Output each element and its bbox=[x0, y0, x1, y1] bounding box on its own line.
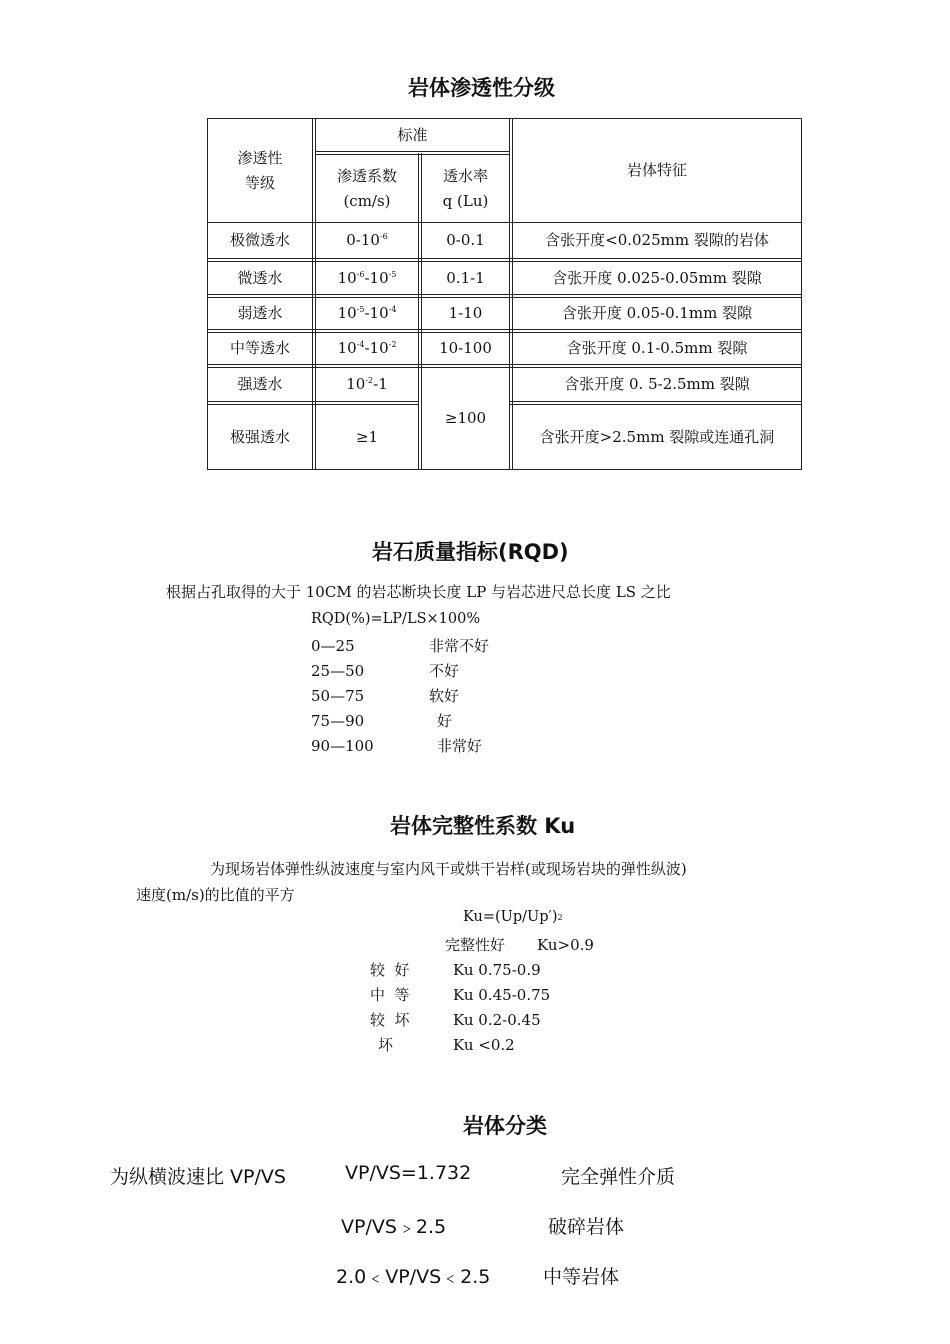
classification-title: 岩体分类 bbox=[463, 1114, 547, 1138]
rqd-row: 90—100 非常好 bbox=[311, 737, 483, 755]
row3-coef: $10^{-5}-10^{-4}$ bbox=[337, 304, 397, 322]
rqd-title: 岩石质量指标(RQD) bbox=[372, 540, 569, 564]
ku-formula: $Ku=(Up/Up')^2$ bbox=[463, 909, 563, 925]
merged-rate: ≥100 bbox=[444, 409, 487, 427]
ku-row: 中 等 Ku 0.45-0.75 bbox=[370, 986, 551, 1004]
row6-grade: 极强透水 bbox=[229, 427, 290, 446]
rqd-description: 根据占孔取得的大于 10CM 的岩芯断块长度 LP 与岩芯进尺总长度 LS 之比 bbox=[166, 583, 671, 601]
ku-description-line1: 为现场岩体弹性纵波速度与室内风干或烘干岩样(或现场岩块的弹性纵波) bbox=[210, 860, 687, 878]
ku-title: 岩体完整性系数 Ku bbox=[390, 814, 576, 838]
permeability-title: 岩体渗透性分级 bbox=[408, 76, 555, 100]
header-feature: 岩体特征 bbox=[626, 161, 687, 179]
row6-coef: ≥1 bbox=[355, 427, 379, 446]
row3-feature: 含张开度 0.05-0.1mm 裂隙 bbox=[561, 304, 753, 322]
row6-feature: 含张开度>2.5mm 裂隙或连通孔洞 bbox=[539, 427, 775, 446]
header-rate: 透水率 q (Lu) bbox=[442, 166, 489, 210]
row5-coef: $10^{-2}-1$ bbox=[346, 375, 388, 393]
classification-label: 破碎岩体 bbox=[548, 1216, 625, 1238]
header-grade: 渗透性 等级 bbox=[237, 148, 283, 192]
ku-row: 较 好 Ku 0.75-0.9 bbox=[370, 961, 541, 979]
ku-description-line2: 速度(m/s)的比值的平方 bbox=[136, 886, 295, 904]
row2-grade: 微透水 bbox=[237, 268, 283, 287]
rqd-row: 25—50 不好 bbox=[311, 662, 460, 680]
rqd-row: 50—75 软好 bbox=[311, 687, 460, 705]
row4-rate: 10-100 bbox=[439, 339, 492, 357]
row4-grade: 中等透水 bbox=[229, 339, 290, 357]
classification-label: 中等岩体 bbox=[543, 1266, 620, 1288]
row2-rate: 0.1-1 bbox=[446, 268, 485, 287]
header-standard: 标准 bbox=[397, 125, 428, 144]
classification-cond: VP/VS=1.732 bbox=[345, 1162, 472, 1184]
row4-feature: 含张开度 0.1-0.5mm 裂隙 bbox=[566, 339, 748, 357]
ku-row: 坏 Ku <0.2 bbox=[378, 1036, 515, 1054]
ku-row: 较 坏 Ku 0.2-0.45 bbox=[370, 1011, 541, 1029]
row1-feature: 含张开度<0.025mm 裂隙的岩体 bbox=[545, 231, 769, 249]
row2-feature: 含张开度 0.025-0.05mm 裂隙 bbox=[552, 268, 762, 287]
rqd-row: 75—90 好 bbox=[311, 712, 453, 730]
row3-rate: 1-10 bbox=[448, 304, 483, 322]
row3-grade: 弱透水 bbox=[237, 304, 283, 322]
row1-rate: 0-0.1 bbox=[446, 231, 485, 249]
row1-grade: 极微透水 bbox=[229, 231, 290, 249]
header-coef: 渗透系数 (cm/s) bbox=[336, 166, 397, 210]
classification-cond: VP/VS﹥2.5 bbox=[341, 1216, 447, 1238]
row4-coef: $10^{-4}-10^{-2}$ bbox=[337, 339, 397, 357]
ku-row: 完整性好 Ku>0.9 bbox=[445, 936, 594, 954]
classification-intro: 为纵横波速比 VP/VS bbox=[110, 1166, 286, 1188]
classification-cond: 2.0﹤VP/VS﹤2.5 bbox=[336, 1266, 491, 1288]
row1-coef: $0-10^{-6}$ bbox=[346, 231, 388, 249]
row5-grade: 强透水 bbox=[237, 375, 283, 393]
rqd-formula: RQD(%)=LP/LS×100% bbox=[311, 611, 481, 627]
row2-coef: $10^{-6}-10^{-5}$ bbox=[337, 268, 397, 287]
classification-label: 完全弹性介质 bbox=[561, 1166, 676, 1188]
rqd-row: 0—25 非常不好 bbox=[311, 637, 490, 655]
row5-feature: 含张开度 0. 5-2.5mm 裂隙 bbox=[564, 375, 750, 393]
